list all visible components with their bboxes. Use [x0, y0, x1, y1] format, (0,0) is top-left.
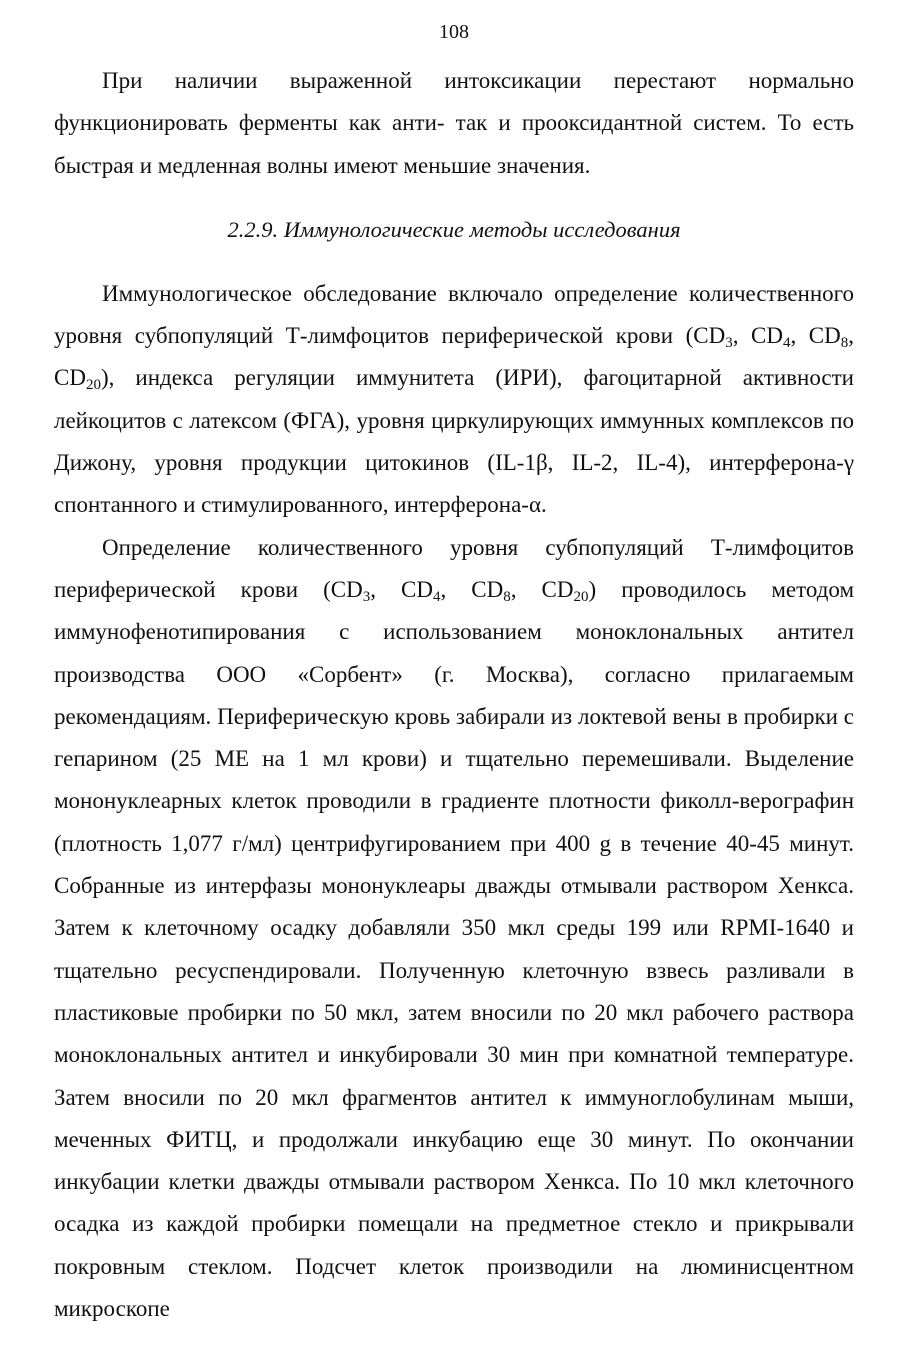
text-segment: Иммунологическое обследование включало определение количественного уровня субпопуляций Т-лимфоцитов периферической крови (CD: [54, 280, 854, 349]
text-segment: , CD: [790, 323, 841, 349]
subscript: 8: [840, 335, 849, 352]
subscript: 20: [85, 377, 101, 394]
text-segment: ), индекса регуляции иммунитета (ИРИ), фагоцитарной активности лейкоцитов с латексом (ФГА), уровня циркулирующих иммунных комплексов по Дижону, уровня продукции цитокинов (IL-1β, IL-2, IL-4), интерферона-γ спонтанного и стимулированного, интерферона-α.: [54, 365, 854, 518]
subscript: 3: [725, 335, 733, 352]
text-segment: , CD: [732, 323, 783, 349]
text-segment: , CD: [54, 323, 854, 391]
subscript: 3: [362, 588, 371, 605]
subscript: 20: [573, 588, 589, 605]
paragraph-immunological-exam: [54, 273, 854, 527]
section-heading: 2.2.9. Иммунологические методы исследования: [227, 216, 681, 242]
page-number: 108: [439, 21, 469, 43]
text-segment: ) проводилось методом иммунофенотипирования с использованием моноклональных антител производства ООО «Сорбент» (г. Москва), согласно прилагаемым рекомендациям. Периферическую кровь забирали из локтевой вены в пробирки с гепарином (25 МЕ на 1 мл крови) и тщательно перемешивали. Выделение мононуклеарных клеток проводили в градиенте плотности фиколл-верографин (плотность 1,077 г/мл) центрифугированием при 400 g в течение 40-45 минут. Собранные из интерфазы мононуклеары дважды отмывали раствором Хенкса. Затем к клеточному осадку добавляли 350 мкл среды 199 или RPMI-1640 и тщательно ресуспендировали. Полученную клеточную взвесь разливали в пластиковые пробирки по 50 мкл, затем вносили по 20 мкл рабочего раствора моноклональных антител и инкубировали 30 мин при комнатной температуре. Затем вносили по 20 мкл фрагментов антител к иммуноглобулинам мыши, меченных ФИТЦ, и продолжали инкубацию еще 30 минут. По окончании инкубации клетки дважды отмывали раствором Хенкса. По 10 мкл клеточного осадка из каждой пробирки помещали на предметное стекло и прикрывали покровным стеклом. Подсчет клеток производили на люминисцентном микроскопе: [54, 576, 855, 1322]
subscript: 4: [432, 588, 441, 605]
paragraph-method-description: [54, 527, 854, 1331]
text-segment: Определение количественного уровня субпопуляций Т-лимфоцитов периферической крови (CD: [54, 534, 854, 602]
text-segment: , CD: [440, 576, 504, 602]
paragraph-intoxication: При наличии выраженной интоксикации перестают нормально функционировать ферменты как анти- так и прооксидантной систем. То есть быстрая и медленная волны имеют меньшие значения.: [54, 68, 854, 178]
text-segment: , CD: [370, 576, 433, 602]
text-segment: , CD: [510, 576, 574, 602]
subscript: 8: [503, 588, 511, 605]
subscript: 4: [782, 335, 791, 352]
document-page: [54, 18, 854, 1330]
